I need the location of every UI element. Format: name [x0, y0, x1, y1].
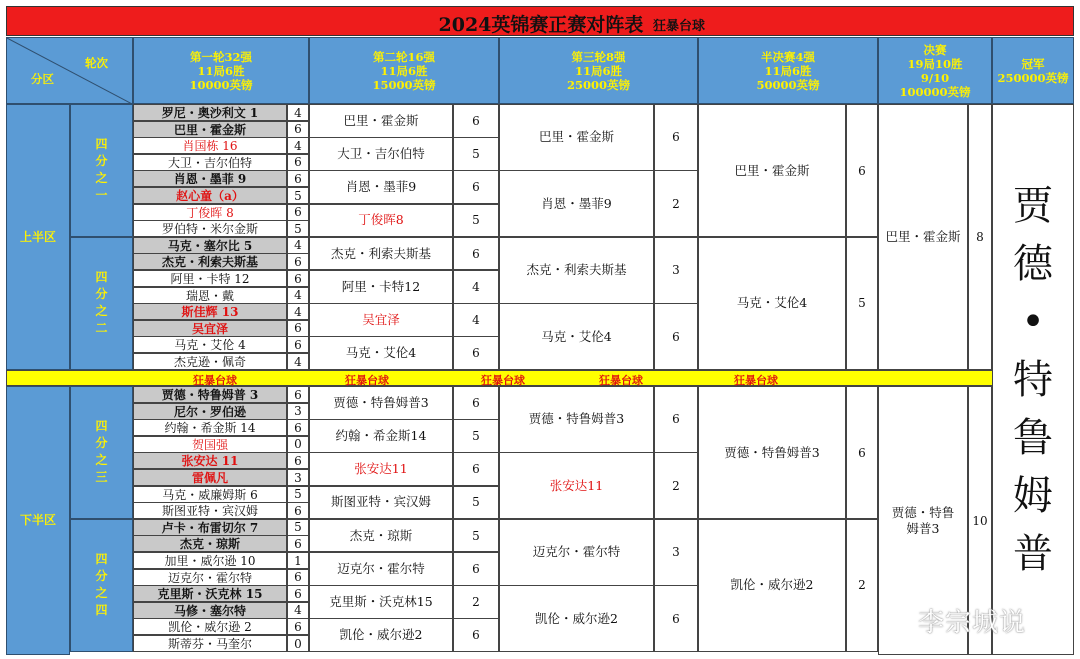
r1-player: 贺国强: [133, 436, 287, 453]
r2-score: 6: [453, 452, 499, 486]
r2-score: 6: [453, 552, 499, 586]
band-text-3: 狂暴台球: [481, 374, 525, 387]
r2-score: 5: [453, 419, 499, 453]
r3-score: 6: [654, 585, 698, 652]
r2-player: 迈克尔・霍尔特: [309, 552, 453, 586]
final-score: 8: [968, 104, 992, 370]
r1-score: 1: [287, 552, 309, 569]
r2-player: 克里斯・沃克林15: [309, 585, 453, 619]
r2-player: 大卫・吉尔伯特: [309, 137, 453, 171]
r1-score: 6: [287, 535, 309, 552]
r1-score: 4: [287, 303, 309, 320]
r1-player: 肖恩・墨菲 9: [133, 170, 287, 187]
r2-player: 斯图亚特・宾汉姆: [309, 486, 453, 520]
r3-score: 2: [654, 452, 698, 519]
r3-score: 6: [654, 303, 698, 370]
header-champ-line1: 冠军: [1021, 56, 1045, 71]
r2-score: 6: [453, 104, 499, 138]
r1-score: 6: [287, 253, 309, 270]
r1-player: 克里斯・沃克林 15: [133, 585, 287, 602]
r1-player: 张安达 11: [133, 452, 287, 469]
r3-player: 凯伦・威尔逊2: [499, 585, 654, 652]
header-sf: [698, 37, 878, 104]
r3-player: 杰克・利索夫斯基: [499, 237, 654, 304]
final-player-line: 姆普3: [906, 520, 940, 536]
sf-score: 6: [846, 386, 878, 519]
r3-score: 3: [654, 237, 698, 304]
header-sf-line2: 11局6胜: [764, 63, 812, 78]
band-text-4: 狂暴台球: [599, 374, 643, 387]
r1-score: 5: [287, 519, 309, 536]
header-sf-line3: 50000英镑: [756, 77, 820, 92]
r1-player: 肖国栋 16: [133, 137, 287, 154]
r1-score: 6: [287, 419, 309, 436]
header-r3-line1: 第三轮8强: [571, 49, 626, 64]
r2-player: 杰克・利索夫斯基: [309, 237, 453, 271]
champion-char: 特: [1013, 356, 1053, 403]
header-r3-line2: 11局6胜: [574, 63, 622, 78]
separator-band: [6, 370, 1074, 386]
band-text-5: 狂暴台球: [734, 374, 778, 387]
champion-char: 德: [1013, 240, 1053, 287]
r1-player: 马修・塞尔特: [133, 602, 287, 619]
r1-score: 5: [287, 486, 309, 503]
r1-player: 斯图亚特・宾汉姆: [133, 502, 287, 519]
sf-player: 贾德・特鲁姆普3: [698, 386, 846, 519]
title-bar: [6, 6, 1074, 36]
header-r2: [309, 37, 499, 104]
r1-score: 6: [287, 170, 309, 187]
r2-score: 5: [453, 486, 499, 520]
r2-score: 2: [453, 585, 499, 619]
quarter-label: 四分之二: [95, 270, 108, 336]
r1-player: 卢卡・布雷切尔 7: [133, 519, 287, 536]
r3-score: 2: [654, 170, 698, 237]
r1-score: 6: [287, 585, 309, 602]
header-f-line1: 决赛: [923, 42, 947, 57]
diagonal-line: [7, 38, 134, 105]
r3-player: 张安达11: [499, 452, 654, 519]
r1-score: 6: [287, 154, 309, 171]
r3-score: 3: [654, 519, 698, 586]
final-score: 10: [968, 386, 992, 655]
sf-score: 5: [846, 237, 878, 370]
quarter-label: 四分之四: [95, 552, 108, 618]
r1-player: 雷佩凡: [133, 469, 287, 486]
r1-score: 6: [287, 386, 309, 403]
title-subtitle: 狂暴台球: [653, 19, 706, 34]
r3-player: 巴里・霍金斯: [499, 104, 654, 171]
r2-player: 吴宜泽: [309, 303, 453, 337]
r1-player: 丁俊晖 8: [133, 204, 287, 221]
champion-cell: [992, 104, 1074, 655]
r1-player: 罗伯特・米尔金斯: [133, 220, 287, 237]
r2-player: 巴里・霍金斯: [309, 104, 453, 138]
r1-player: 赵心童（a）: [133, 187, 287, 204]
header-sf-line1: 半决赛4强: [760, 49, 815, 64]
r1-player: 斯蒂芬・马奎尔: [133, 635, 287, 652]
champion-char: 普: [1013, 530, 1053, 577]
r1-player: 凯伦・威尔逊 2: [133, 618, 287, 635]
r2-score: 6: [453, 336, 499, 370]
sf-player: 巴里・霍金斯: [698, 104, 846, 237]
quarter-1: [70, 104, 133, 237]
r2-player: 贾德・特鲁姆普3: [309, 386, 453, 420]
r2-score: 5: [453, 137, 499, 171]
header-r3-line3: 25000英镑: [566, 77, 630, 92]
header-f-line4: 100000英镑: [899, 84, 971, 99]
header-final: [878, 37, 992, 104]
r2-score: 4: [453, 303, 499, 337]
r1-score: 6: [287, 502, 309, 519]
r1-score: 3: [287, 469, 309, 486]
header-r1-line3: 10000英镑: [189, 77, 253, 92]
r1-player: 尼尔・罗伯逊: [133, 403, 287, 420]
quarter-2: [70, 237, 133, 370]
header-champ-line2: 250000英镑: [997, 70, 1069, 85]
r2-score: 5: [453, 204, 499, 238]
quarter-label: 四分之一: [95, 137, 108, 203]
r2-player: 凯伦・威尔逊2: [309, 618, 453, 652]
r1-player: 杰克逊・佩奇: [133, 353, 287, 370]
r1-score: 4: [287, 137, 309, 154]
r2-player: 张安达11: [309, 452, 453, 486]
r2-score: 6: [453, 237, 499, 271]
r1-player: 阿里・卡特 12: [133, 270, 287, 287]
header-r2-line1: 第二轮16强: [372, 49, 435, 64]
r3-player: 迈克尔・霍尔特: [499, 519, 654, 586]
r1-player: 约翰・希金斯 14: [133, 419, 287, 436]
r2-score: 5: [453, 519, 499, 553]
final-player-line: 贾德・特鲁: [891, 504, 955, 520]
r2-score: 6: [453, 618, 499, 652]
champion-char: 鲁: [1013, 414, 1053, 461]
quarter-3: [70, 386, 133, 519]
r3-player: 贾德・特鲁姆普3: [499, 386, 654, 453]
header-champion: [992, 37, 1074, 104]
r2-player: 约翰・希金斯14: [309, 419, 453, 453]
r1-player: 加里・威尔逊 10: [133, 552, 287, 569]
r1-score: 4: [287, 104, 309, 121]
r2-player: 肖恩・墨菲9: [309, 170, 453, 204]
half-upper: 上半区: [6, 104, 70, 370]
r3-score: 6: [654, 386, 698, 453]
r1-player: 吴宜泽: [133, 320, 287, 337]
header-f-line2: 19局10胜: [907, 56, 963, 71]
r1-score: 6: [287, 336, 309, 353]
r1-player: 瑞恩・戴: [133, 287, 287, 304]
r1-player: 罗尼・奥沙利文 1: [133, 104, 287, 121]
band-text-1: 狂暴台球: [193, 374, 237, 387]
r1-player: 贾德・特鲁姆普 3: [133, 386, 287, 403]
r1-player: 杰克・琼斯: [133, 535, 287, 552]
quarter-label: 四分之三: [95, 419, 108, 485]
r1-score: 6: [287, 204, 309, 221]
sf-score: 2: [846, 519, 878, 652]
header-round: 轮次: [85, 56, 108, 70]
band-text-2: 狂暴台球: [345, 374, 389, 387]
r2-score: 6: [453, 386, 499, 420]
r1-score: 4: [287, 602, 309, 619]
r1-player: 大卫・吉尔伯特: [133, 154, 287, 171]
final-player: 巴里・霍金斯: [878, 104, 968, 370]
r1-player: 斯佳辉 13: [133, 303, 287, 320]
r1-score: 0: [287, 436, 309, 453]
champion-char: •: [1021, 298, 1045, 345]
r2-player: 马克・艾伦4: [309, 336, 453, 370]
r3-player: 马克・艾伦4: [499, 303, 654, 370]
r1-player: 巴里・霍金斯: [133, 121, 287, 138]
r1-player: 马克・威廉姆斯 6: [133, 486, 287, 503]
champion-char: 贾: [1013, 182, 1053, 229]
header-r3: [499, 37, 698, 104]
header-r1-line2: 11局6胜: [197, 63, 245, 78]
sf-player: 马克・艾伦4: [698, 237, 846, 370]
champion-char: 姆: [1013, 472, 1053, 519]
quarter-4: [70, 519, 133, 652]
r1-score: 6: [287, 121, 309, 138]
watermark: 李宗城说: [918, 608, 1027, 638]
r1-player: 马克・塞尔比 5: [133, 237, 287, 254]
r2-player: 丁俊晖8: [309, 204, 453, 238]
header-zone: 分区: [31, 72, 54, 86]
header-f-line3: 9/10: [920, 70, 950, 85]
r3-player: 肖恩・墨菲9: [499, 170, 654, 237]
r1-score: 4: [287, 353, 309, 370]
r2-score: 4: [453, 270, 499, 304]
r1-score: 6: [287, 618, 309, 635]
r2-player: 阿里・卡特12: [309, 270, 453, 304]
r1-score: 6: [287, 452, 309, 469]
header-corner: [6, 37, 133, 104]
r3-score: 6: [654, 104, 698, 171]
r1-score: 5: [287, 187, 309, 204]
header-r2-line2: 11局6胜: [380, 63, 428, 78]
page-title: 2024英锦赛正赛对阵表: [438, 14, 644, 36]
r2-player: 杰克・琼斯: [309, 519, 453, 553]
r1-score: 3: [287, 403, 309, 420]
r1-score: 6: [287, 270, 309, 287]
r1-score: 4: [287, 287, 309, 304]
r1-player: 迈克尔・霍尔特: [133, 569, 287, 586]
half-lower: 下半区: [6, 386, 70, 655]
r2-score: 6: [453, 170, 499, 204]
sf-player: 凯伦・威尔逊2: [698, 519, 846, 652]
sf-score: 6: [846, 104, 878, 237]
r1-score: 5: [287, 220, 309, 237]
r1-score: 4: [287, 237, 309, 254]
r1-score: 6: [287, 569, 309, 586]
r1-score: 6: [287, 320, 309, 337]
header-r1: [133, 37, 309, 104]
r1-player: 杰克・利索夫斯基: [133, 253, 287, 270]
header-r2-line3: 15000英镑: [372, 77, 436, 92]
r1-score: 0: [287, 635, 309, 652]
r1-player: 马克・艾伦 4: [133, 336, 287, 353]
header-r1-line1: 第一轮32强: [189, 49, 252, 64]
